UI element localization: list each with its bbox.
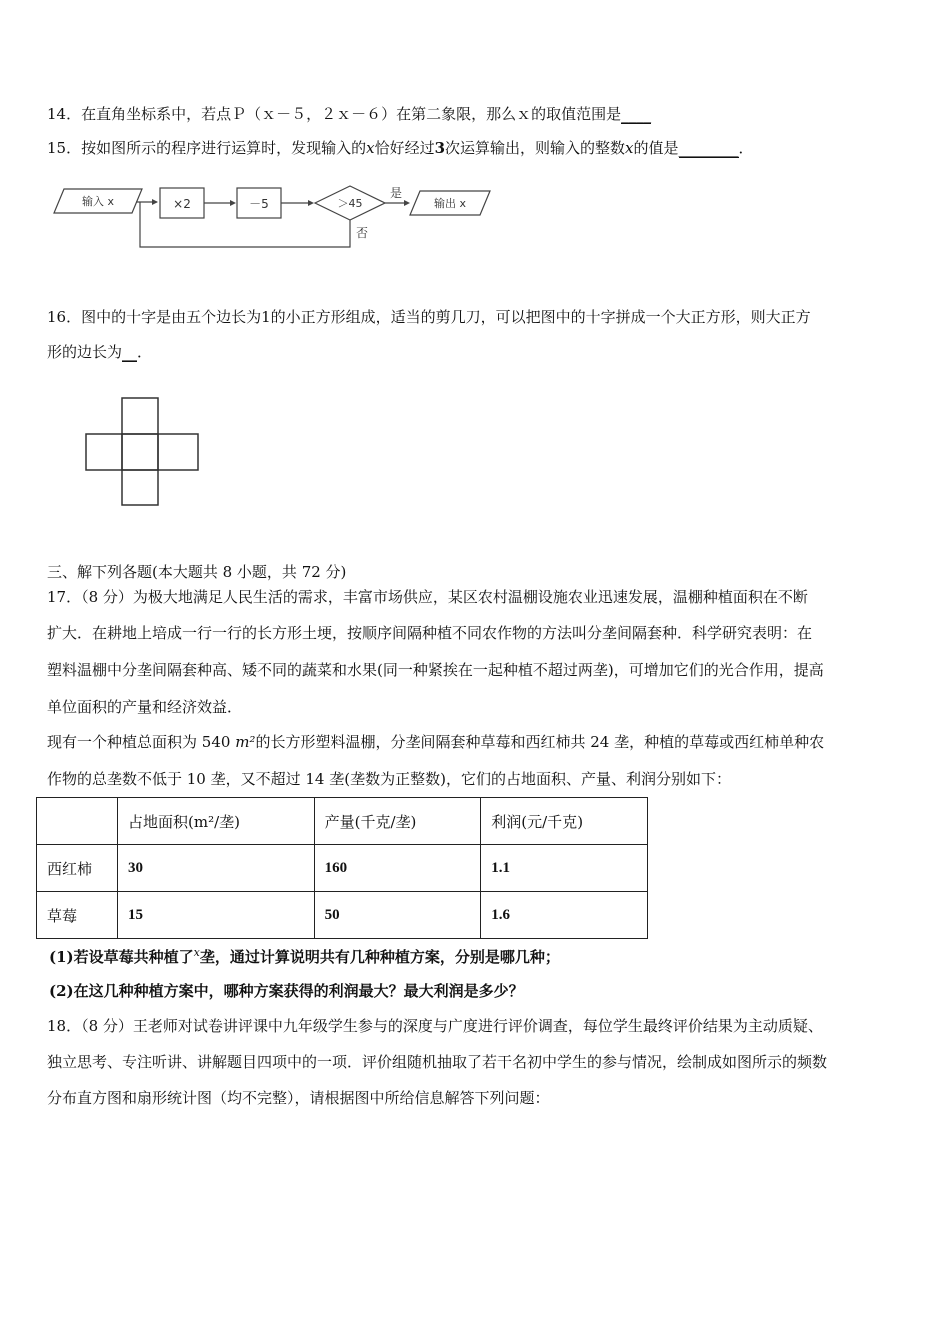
table-cell: 160 <box>314 845 481 892</box>
q14-blank: ____ <box>621 105 652 123</box>
cross-figure <box>84 394 202 508</box>
table-cell: 30 <box>118 845 315 892</box>
question-18-line-3: 分布直方图和扇形统计图（均不完整），请根据图中所给信息解答下列问题： <box>47 1089 550 1107</box>
question-15 <box>47 137 754 158</box>
flow-output-label: 输出 x <box>433 197 467 210</box>
q15-text-b: 恰好经过 <box>374 139 435 157</box>
q17-sub1-var: x <box>193 946 200 959</box>
question-16-line-1: 16．图中的十字是由五个边长为1的小正方形组成，适当的剪几刀，可以把图中的十字拼成一个大正方形，则大正方 <box>47 308 811 326</box>
question-14 <box>47 103 651 124</box>
q15-var-x: x <box>366 139 375 157</box>
q16-blank: __ <box>122 343 138 361</box>
flow-condition-label: ＞45 <box>337 197 363 210</box>
q15-text-d: 的值是 <box>633 139 679 157</box>
cross-square-bottom <box>122 470 158 505</box>
q16-end: ． <box>137 343 153 361</box>
question-17-line-2: 扩大．在耕地上培成一行一行的长方形土埂，按顺序间隔种植不同农作物的方法叫分垄间隔套种．科学研究表明：在 <box>47 624 813 642</box>
cross-square-center <box>122 434 158 470</box>
question-16-line-2 <box>47 341 152 362</box>
table-header-cell: 产量(千克/垄) <box>314 798 481 845</box>
flow-step2-label: －5 <box>249 197 269 211</box>
q15-times: 3 <box>434 139 446 157</box>
cross-square-top <box>122 398 158 434</box>
question-18-line-2: 独立思考、专注听讲、讲解题目四项中的一项．评价组随机抽取了若干名初中学生的参与情况，绘制成如图所示的频数 <box>47 1053 828 1071</box>
table-header-row <box>37 798 648 845</box>
question-17-line-5 <box>47 731 824 752</box>
table-cell: 西红柿 <box>37 845 118 892</box>
q17-sub1-a: (1)若设草莓共种植了 <box>49 948 194 966</box>
flow-yes-label: 是 <box>389 186 403 200</box>
flow-input-label: 输入 x <box>81 195 115 208</box>
question-17-line-3: 塑料温棚中分垄间隔套种高、矮不同的蔬菜和水果(同一种紧挨在一起种植不超过两垄)，可增加它们的光合作用，提高 <box>47 661 824 679</box>
q15-blank: ________ <box>678 139 739 157</box>
cross-square-right <box>158 434 198 470</box>
question-18-line-1: 18．（8 分）王老师对试卷讲评课中九年级学生参与的深度与广度进行评价调查，每位学生最终评价结果为主动质疑、 <box>47 1017 823 1035</box>
question-17-line-1: 17．（8 分）为极大地满足人民生活的需求，丰富市场供应，某区农村温棚设施农业迅速发展，温棚种植面积在不断 <box>47 588 808 606</box>
table-header-cell: 利润(元/千克) <box>481 798 648 845</box>
table-cell: 草莓 <box>37 892 118 939</box>
question-17-line-6: 作物的总垄数不低于 10 垄，又不超过 14 垄(垄数为正整数)，它们的占地面积、产量、利润分别如下： <box>47 770 731 788</box>
table-cell: 50 <box>314 892 481 939</box>
table-header-cell <box>37 798 118 845</box>
q14-text: 14．在直角坐标系中，若点Ｐ（ｘ－５，２ｘ－６）在第二象限，那么ｘ的取值范围是 <box>47 105 622 123</box>
q17-line5-a: 现有一个种植总面积为 540 <box>47 733 231 751</box>
crop-data-table <box>36 797 648 939</box>
q15-text-c: 次运算输出，则输入的整数 <box>445 139 626 157</box>
flow-step1-label: ×2 <box>173 197 191 211</box>
section-3-title: 三、解下列各题(本大题共 8 小题，共 72 分) <box>47 563 347 581</box>
table-row <box>37 892 648 939</box>
q17-sub-question-1 <box>49 946 560 967</box>
table-cell: 1.6 <box>481 892 648 939</box>
flow-loop-back <box>140 202 350 247</box>
q17-area-unit: m² <box>235 733 256 751</box>
table-cell: 1.1 <box>481 845 648 892</box>
question-17-line-4: 单位面积的产量和经济效益． <box>47 698 243 716</box>
q15-text-a: 15．按如图所示的程序进行运算时，发现输入的 <box>47 139 367 157</box>
q17-line5-b: 的长方形塑料温棚，分垄间隔套种草莓和西红柿共 24 垄，种植的草莓或西红柿单种农 <box>255 733 825 751</box>
program-flowchart <box>50 175 510 257</box>
q17-sub-question-2: (2)在这几种种植方案中，哪种方案获得的利润最大？最大利润是多少？ <box>49 982 524 1000</box>
q15-var-x2: x <box>625 139 634 157</box>
q15-end: ． <box>738 139 754 157</box>
table-cell: 15 <box>118 892 315 939</box>
q16-line2-text: 形的边长为 <box>47 343 123 361</box>
table-row <box>37 845 648 892</box>
q17-sub1-b: 垄，通过计算说明共有几种种植方案，分别是哪几种； <box>199 948 560 966</box>
flow-no-label: 否 <box>356 226 369 240</box>
table-header-cell: 占地面积(m²/垄) <box>118 798 315 845</box>
cross-square-left <box>86 434 122 470</box>
